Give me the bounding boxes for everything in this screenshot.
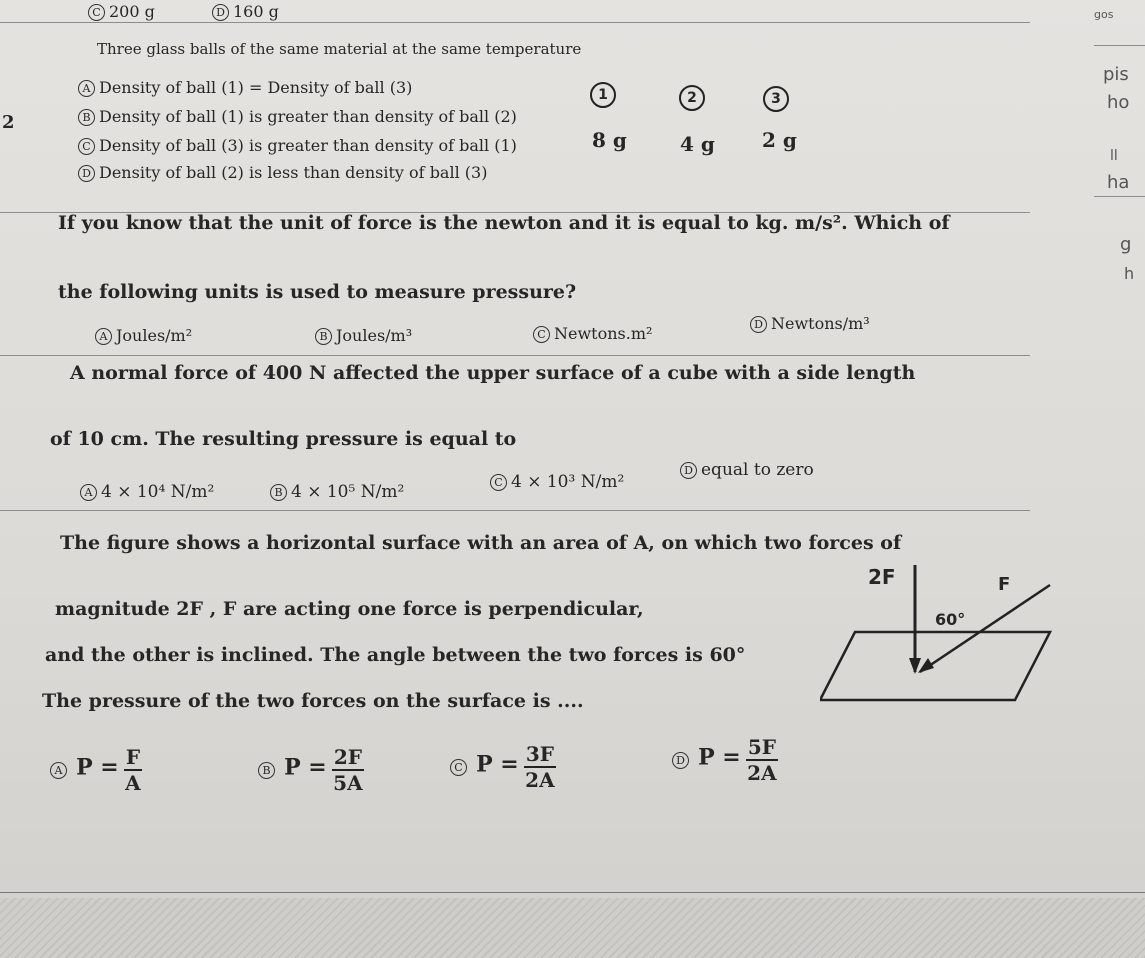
cube-option-a: A 4 × 10⁴ N/m² <box>80 482 214 502</box>
margin-divider <box>1094 45 1145 46</box>
forces-option-d: D P = $\frac{5F}{2A}$ <box>672 735 778 785</box>
units-option-a: A Joules/m² <box>95 326 192 345</box>
forces-question-line4: The pressure of the two forces on the surface is .... <box>42 690 584 712</box>
units-option-c: C Newtons.m² <box>533 324 652 343</box>
divider <box>0 892 1145 893</box>
margin-fragment: g <box>1120 234 1132 255</box>
fraction: $\frac{F}{A}$ <box>125 745 141 795</box>
prev-option-d: D 160 g <box>212 2 279 21</box>
forces-option-a: A P = $\frac{F}{A}$ <box>50 745 142 795</box>
margin-fragment: h <box>1124 264 1135 283</box>
balls-option-c: C Density of ball (3) is greater than density of ball (1) <box>78 136 517 155</box>
margin-divider <box>1094 196 1145 197</box>
ball-3-mass: 2 g <box>762 128 797 152</box>
ball-1-icon: 1 <box>590 82 616 108</box>
divider <box>0 355 1030 356</box>
ball-2-icon: 2 <box>679 85 705 111</box>
divider <box>0 510 1030 511</box>
units-question-line2: the following units is used to measure pressure? <box>58 281 577 303</box>
units-option-b: B Joules/m³ <box>315 326 412 345</box>
cube-question-line1: A normal force of 400 N affected the upper surface of a cube with a side length <box>70 362 916 384</box>
ball-3-icon: 3 <box>763 86 789 112</box>
corner-fragment: gos <box>1094 8 1114 21</box>
units-question-line1: If you know that the unit of force is the newton and it is equal to kg. m/s². Which of <box>58 212 950 234</box>
margin-fragment: pis <box>1103 64 1129 85</box>
forces-diagram <box>820 560 1060 710</box>
forces-option-b: B P = $\frac{2F}{5A}$ <box>258 745 364 795</box>
diagram-label-2f: 2F <box>868 565 896 589</box>
cube-option-b: B 4 × 10⁵ N/m² <box>270 482 404 502</box>
units-option-d: D Newtons/m³ <box>750 314 870 333</box>
forces-question-line2: magnitude 2F , F are acting one force is perpendicular, <box>55 598 644 620</box>
forces-question-line3: and the other is inclined. The angle between the two forces is 60° <box>45 644 746 666</box>
forces-question-line1: The figure shows a horizontal surface with an area of A, on which two forces of <box>60 532 902 554</box>
ball-1-mass: 8 g <box>592 128 627 152</box>
balls-option-b: B Density of ball (1) is greater than density of ball (2) <box>78 107 517 126</box>
fraction: $\frac{3F}{2A}$ <box>525 742 555 792</box>
balls-option-d: D Density of ball (2) is less than density of ball (3) <box>78 163 487 182</box>
fraction: $\frac{5F}{2A}$ <box>747 735 777 785</box>
balls-option-a: A Density of ball (1) = Density of ball (3) <box>78 78 412 97</box>
diagram-label-f: F <box>998 574 1011 595</box>
cube-option-d: D equal to zero <box>680 460 814 480</box>
diagram-label-angle: 60° <box>935 610 966 629</box>
fraction: $\frac{2F}{5A}$ <box>333 745 363 795</box>
margin-fragment: ho <box>1107 92 1130 113</box>
divider <box>0 22 1030 23</box>
cube-question-line2: of 10 cm. The resulting pressure is equal to <box>50 428 517 450</box>
surface-plane <box>820 632 1050 700</box>
arrowhead-icon <box>918 658 934 673</box>
question-number: 2 <box>2 112 15 133</box>
balls-question-stem: Three glass balls of the same material at the same temperature <box>97 40 582 58</box>
cube-option-c: C 4 × 10³ N/m² <box>490 472 624 492</box>
margin-fragment: ll <box>1110 148 1118 164</box>
forces-option-c: C P = $\frac{3F}{2A}$ <box>450 742 556 792</box>
prev-option-c: C 200 g <box>88 2 155 21</box>
margin-fragment: ha <box>1107 172 1130 193</box>
page-bottom-pattern <box>0 898 1145 958</box>
ball-2-mass: 4 g <box>680 132 715 156</box>
